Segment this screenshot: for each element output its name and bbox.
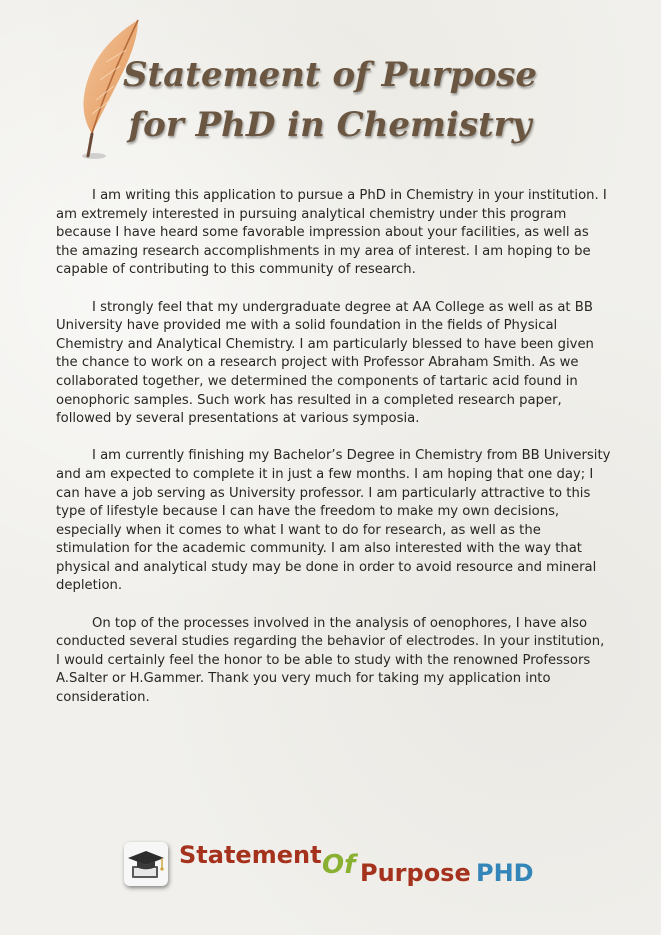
page-title-line-2: for PhD in Chemistry <box>128 105 532 145</box>
footer-logo <box>124 838 544 894</box>
paragraph-2: I strongly feel that my undergraduate degree at AA College as well as at BB University have provided me with a solid foundation in the fields of Physical Chemistry and Analytical Chemistry. I am particularly blessed to have been given the chance to work on a research project with Professor Abraham Smith. As we collaborated together, we determined the components of tartaric acid found in oenophoric samples. Such work has resulted in a completed research paper, followed by several presentations at various symposia. <box>56 299 594 427</box>
page-title-line-1: Statement of Purpose <box>122 55 538 95</box>
statement-body <box>56 187 612 726</box>
logo-word-of: Of <box>322 850 356 880</box>
logo-badge <box>124 842 168 886</box>
paragraph-1: I am writing this application to pursue a PhD in Chemistry in your institution. I am extremely interested in pursuing analytical chemistry under this program because I have heard some favorable impression about your facilities, as well as the amazing research accomplishments in my area of interest. I am hoping to be capable of contributing to this community of research. <box>56 188 607 278</box>
paragraph-3: I am currently finishing my Bachelor’s Degree in Chemistry from BB University and am expected to complete it in just a few months. I am hoping that one day; I can have a job serving as University professor. I am particularly attractive to this type of lifestyle because I can have the freedom to make my own decisions, especially when it comes to what I want to do for research, as well as the stimulation for the academic community. I am also interested with the way that physical and analytical study may be done in order to avoid resource and mineral depletion. <box>56 448 611 594</box>
logo-word-phd: PHD <box>476 859 534 887</box>
paragraph-4: On top of the processes involved in the analysis of oenophores, I have also conducted several studies regarding the behavior of electrodes. In your institution, I would certainly feel the honor to be able to study with the renowned Professors A.Salter or H.Gammer. Thank you very much for taking my application into consideration. <box>56 615 605 706</box>
logo-word-statement: Statement <box>179 841 322 869</box>
logo-word-purpose: Purpose <box>360 859 471 887</box>
graduation-cap-icon <box>124 842 168 886</box>
